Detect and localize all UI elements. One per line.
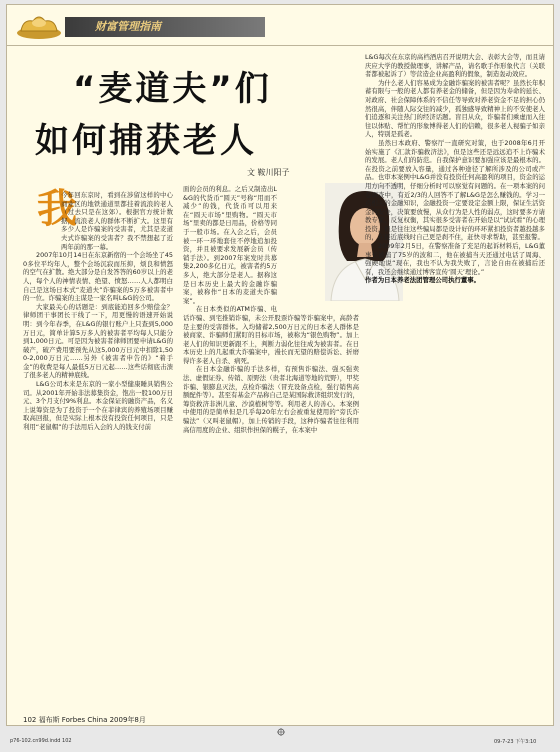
col2-para-3: 在日本金融诈骗的手法多样，有预售诈骗法、强买强卖法、虚假证券、传销、原野法（贵者北海道等地的荒野），甲奖诈骗、银膨息灭法，点检诈骗法（冒充设备点检，强行销售高额配件等）。甚至有基金产品称自己是某国际救济组织发行的，筹资救济非洲儿童、沙漠植树等等。利用老人的善心。本案例中使用的是简单但是几乎每20年左右会被重复使用的“旁氏诈骗法”（又叫老鼠帽），加上传销的手段，这种诈骗者往往利用高信用度的企业、组织作担保的幌子，在本案中	[183, 365, 359, 434]
article-title-line2: 如何捕获老人	[35, 121, 257, 161]
section-label: 财富管理指南	[65, 17, 265, 37]
column-3	[365, 53, 545, 715]
col1-para-1: 今年回东京时，看到在涉留这样的中心商业区的地铁通道里都挂着流浪的老人（过去只是在这郊）。根据官方统计数据，流浪老人的群体不断扩大。这里有多少人是诈骗案的受害者，尤其是麦道夫式诈骗案的受害者？我不禁想起了近两年前的那一幕。	[61, 191, 173, 251]
author-note: 作者为日本养老法团管理公司执行董事。	[365, 276, 481, 285]
article-title-line1: “麦道夫”们	[73, 69, 272, 109]
page-header	[7, 5, 553, 45]
gold-ingot-icon	[13, 9, 65, 41]
col3-para-3: 虽然日本政府、警察厅一直研究对策，也于2008年6月开始实施了《汇款诈骗救济法》，但是这些还是远远追不上诈骗术的发展。老人们的防范。自我保护意识要加强应该是最根本的。在投资之前要放入容量，通过各种途径了解所涉及的公司或产品。也审本案例中L&G并没有投资任何高盈利的项目，资金的运用方向不透明，仔细分析时可以察觉有问题的。在一项本案的问卷调查中，有近2/3的人回答不了解L&G是怎么赚钱的。学习一点相关的金融知识，金融投资一定要设定金额上限，保证生活资金的安全，决策要放慢，从众行为是人性的弱点，这时要多方请教专家、反复权衡，其实很多受害者在开始是以“试试看”的心理投资，但是往往这些骗局都是设计好的环环紧扣投资者越投越多的，在接近底线时自己更是刹不住，赶快寻求帮助，甚至报警。	[365, 138, 545, 242]
print-slug-right: 09-7-23 下午3:10	[494, 739, 537, 745]
col1-para-3: 大家最关心的话题是：到底能追回多少赔偿金？律师团干事团长干线了一下，用更慢的语速开始说明：到今年春季，在L&G的银行账户上只查到5,000万日元，简单计算5万多人的被害者平均每人只能分到1,000日元。可是因为被害者律师团要申请L&G的破产，破产费用要预先从这5,000万日元中扣除1,500-2,000万日元……另外《被害者申告的》“着手金”的收费是每人最低5万日元起……这些话彻底击溃了很多老人的精神底线。	[23, 302, 173, 380]
byline: 文 鞍川阳子	[247, 168, 290, 177]
magazine-page	[6, 4, 554, 726]
col2-para-1: 面的会员的利息。之后又制造出L&G的代货币“圆天”号称“用而不减少”的钱，代货币可以用来在“圆天市场”里购物。“圆天市场”里卖的都是日用品，价格等同于一般市场。在入会之后，会员被一环一环地套住不停地追加投资，并且被要求发展新会员（传销手法）。到2007年案发时共募集2,200多亿日元，被害者约5万多人，绝大部分是老人。据称这是日本历史上最大的金融诈骗案，被称作“日本的麦道夫诈骗案”。	[183, 185, 277, 305]
col2-para-2: 在日本类似的ATM诈骗、电话诈骗、到宅推销诈骗，未公开股票诈骗等诈骗案中，高龄者是主要的受害群体。入均储蓄2,500万日元的日本老人群体是被商家、诈骗师们紧盯的目标市场，被称为“银色购物”。加上老人们的知识更新跟不上，判断力弱化往往成为被害者。在日本历史上的几起重大诈骗案中，漫长而无望的赔偿诉讼、折磨得许多老人自杀、病死。	[183, 305, 359, 365]
print-slug-left: p76-102.cn99d.indd 102	[10, 738, 72, 744]
column-1	[23, 186, 173, 711]
col1-para-2: 2007年10月14日在东京新宿的一个会场坐了450多位平均年人，整个会场沉寂而压抑，烦良和愤怒的空气在扩散。绝大部分是自发答答的60岁以上的老人，每个人的神情表情、绝望、愤怒……人人都明白自己是这场日本式“麦道夫”诈骗案的5万多被害者中的一位。诈骗案的主谋是一家名叫L&G的公司。	[23, 251, 173, 303]
col3-para-1: L&G每次在东京的高档酒店召开说明大会、表彰大会等，而且请庆应大学的教授做理事，讲解产品，请名歌手作形象代言（关联者都被起诉了）等营造企业高盈利的假象，制造轰动效应。	[365, 53, 545, 79]
drop-cap: 我	[37, 186, 77, 232]
page-footer: 102 福布斯 Forbes China 2009年8月	[23, 716, 146, 724]
col3-para-2: 为什么老人们容易成为金融诈骗案的被害者呢？虽然长年积蓄有限与一般的老人都有养老金的储备，但是因为寿命的延长、对政府、社会保障体系的不信任等导致对养老资金不足的担心仍然很高，伴随人际交往的减少，孤独感导致精神上的不安使老人们追逐和关注热门的经济话题。盲目从众，诈骗者们乘虚而入往往以体贴、帮忙的形象博得老人们的信赖，很多老人视骗子如亲人，特别是孤老。	[365, 78, 545, 139]
registration-mark-icon	[277, 728, 285, 736]
header-rule	[7, 45, 553, 46]
col1-para-4: L&G公司本来是东京的一家小型健康睡具销售公司。从2001年开始非法募集资金，饱出一股100万日元、3个月支付9%利息。本金保证的融资产品，名义上说筹资是为了投资于一个在菲律宾的养殖场项目赚取高回报，但是实际上根本没有投资任何项目，只是利用“老鼠帽”的手法用后入会的人的钱支付前	[23, 380, 173, 432]
col3-para-4: 2009年2月5日，在警察准备了充足的起诉材料后，L&G董事长被捕了75岁的波和二，他在被捕当天还通过电话了周海、强硬地说“现在，我也不认为我失败了，言论自由在被捕后还有，我还会继续通过博客宣传‘圆天’理论。”	[365, 242, 545, 276]
